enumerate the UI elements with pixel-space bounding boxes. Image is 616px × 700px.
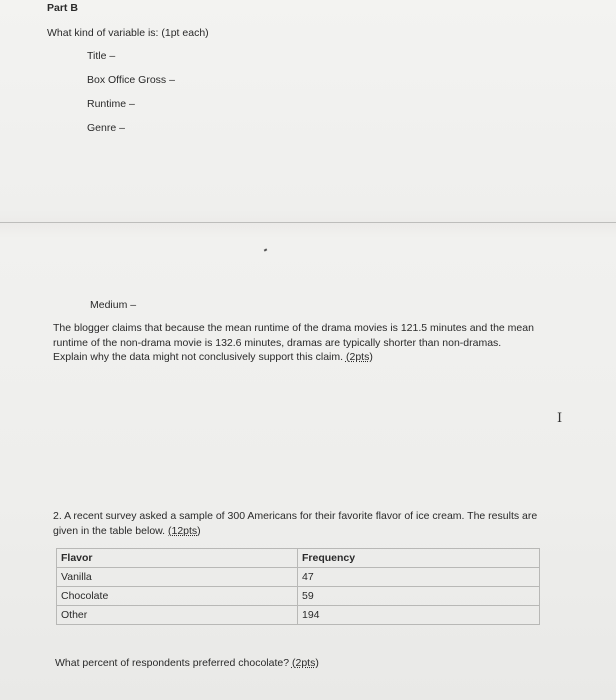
header-frequency: Frequency (298, 549, 540, 568)
points-label: (12pts) (168, 524, 201, 537)
variable-item-box-office: Box Office Gross – (87, 74, 175, 86)
variable-question: What kind of variable is: (1pt each) (47, 27, 209, 39)
chocolate-percent-question: What percent of respondents preferred chocolate? (2pts) (55, 657, 319, 669)
part-b-heading: Part B (47, 2, 78, 14)
page-speck (264, 248, 268, 251)
page-divider (0, 222, 616, 223)
cell-flavor: Chocolate (57, 587, 298, 606)
variable-item-title: Title – (87, 50, 116, 62)
table-header-row (57, 549, 540, 568)
medium-label: Medium – (90, 299, 137, 311)
flavor-frequency-table (56, 548, 540, 625)
question-2-line: given in the table below. (12pts) (53, 524, 201, 537)
table-row (57, 568, 540, 587)
cell-frequency: 59 (298, 587, 540, 606)
points-label: (2pts) (291, 657, 319, 669)
text-cursor-icon: I (557, 411, 563, 426)
points-label: (2pts) (345, 351, 373, 363)
medium-paragraph (53, 321, 534, 365)
cell-frequency: 194 (298, 606, 540, 625)
variable-item-runtime: Runtime – (87, 98, 135, 110)
paragraph-line: The blogger claims that because the mean runtime of the drama movies is 121.5 minutes and the mean (53, 322, 534, 334)
table-row (57, 587, 540, 606)
question-2-line: 2. A recent survey asked a sample of 300 Americans for their favorite flavor of ice cream. The results are (53, 510, 538, 522)
header-flavor: Flavor (57, 549, 298, 568)
cell-frequency: 47 (298, 568, 540, 587)
paragraph-line: runtime of the non-drama movie is 132.6 minutes, dramas are typically shorter than non-dramas. (53, 336, 502, 349)
question-2 (53, 509, 537, 538)
table-row (57, 606, 540, 625)
paragraph-line: Explain why the data might not conclusively support this claim. (2pts) (53, 351, 373, 363)
variable-item-genre: Genre – (87, 122, 125, 134)
cell-flavor: Other (57, 606, 298, 625)
cell-flavor: Vanilla (57, 568, 298, 587)
